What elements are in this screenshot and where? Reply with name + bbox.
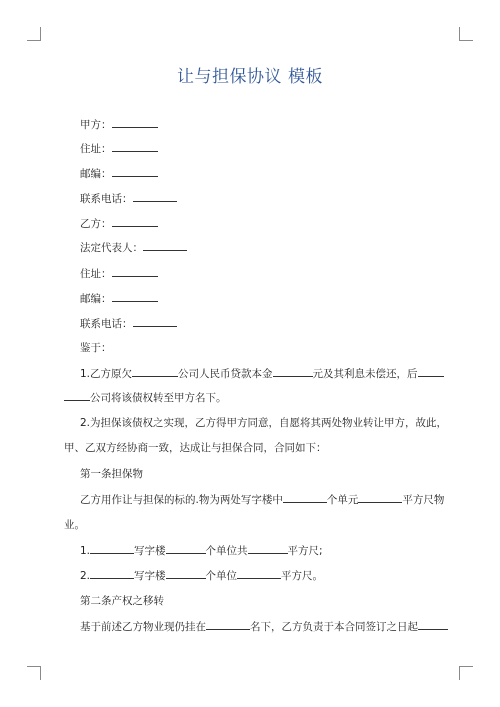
article-1-item-1 [80, 543, 323, 558]
recital-1-blank-4 [64, 390, 90, 401]
article-2-text-b: 名下，乙方负责于本合同签订之日起 [250, 621, 418, 633]
recital-1-blank-2 [273, 366, 313, 377]
article-1-text-c: 平方尺物 [402, 494, 445, 506]
party-a-phone-blank [133, 191, 177, 202]
party-b-phone-label: 联系电话： [80, 318, 133, 330]
party-b-rep-blank [143, 240, 187, 251]
party-a-address-blank [112, 141, 158, 152]
party-a-postcode-blank [112, 166, 158, 177]
article-2-heading: 第二条产权之移转 [80, 595, 164, 607]
party-b-phone-blank [133, 316, 177, 327]
item-2-number: 2. [80, 570, 91, 582]
item-1-blank-3 [248, 543, 288, 554]
party-b-blank [112, 216, 158, 227]
article-1-text-a: 乙方用作让与担保的标的.物为两处写字楼中 [80, 494, 283, 506]
whereas-line: 鉴于： [80, 342, 112, 354]
party-a-blank [112, 117, 158, 128]
article-2-blank-1 [206, 619, 250, 630]
party-a-address-line [80, 141, 158, 156]
item-2-text-c: 平方尺。 [281, 570, 324, 582]
recital-2-line-2: 甲、乙双方经协商一致，达成让与担保合同，合同如下： [64, 442, 327, 454]
article-2-blank-2 [418, 619, 448, 630]
article-1-blank-2 [358, 492, 402, 503]
recital-2-line-1: 2.为担保该债权之实现，乙方得甲方同意，自愿将其两处物业转让甲方，故此， [80, 417, 448, 429]
document-title: 让与担保协议 模板 [177, 67, 323, 87]
recital-1-blank-3 [418, 366, 444, 377]
article-2-text-a: 基于前述乙方物业现仍挂在 [80, 621, 206, 633]
item-1-blank-1 [90, 543, 134, 554]
recital-1-line-2 [64, 390, 227, 405]
party-b-address-label: 住址： [80, 268, 112, 280]
article-1-text-b: 个单元 [326, 494, 359, 506]
party-a-phone-line [80, 191, 177, 206]
item-1-text-b: 个单位共 [205, 545, 248, 557]
item-1-text-a: 写字楼 [134, 545, 166, 557]
item-1-number: 1. [80, 545, 91, 557]
recital-1-text-b: 公司人民币贷款本金 [178, 368, 273, 380]
recital-1-text-c: 元及其利息未偿还，后 [312, 368, 418, 380]
article-2-para-line-1 [80, 619, 448, 634]
article-1-blank-1 [283, 492, 327, 503]
party-b-postcode-label: 邮编： [80, 293, 112, 305]
party-b-postcode-blank [112, 291, 158, 302]
recital-1-text-d: 公司将该债权转至甲方名下。 [90, 392, 227, 404]
recital-1-blank-1 [132, 366, 178, 377]
article-1-heading: 第一条担保物 [80, 468, 143, 480]
item-2-blank-1 [90, 568, 134, 579]
party-b-address-blank [112, 266, 158, 277]
article-1-item-2 [80, 568, 323, 583]
party-a-line [80, 117, 158, 132]
party-b-address-line [80, 266, 158, 281]
article-1-para-line-1 [80, 492, 444, 507]
party-b-rep-line [80, 240, 187, 255]
item-2-blank-2 [166, 568, 206, 579]
party-b-line [80, 216, 158, 231]
party-a-label: 甲方： [80, 119, 112, 131]
item-2-text-b: 个单位 [205, 570, 238, 582]
party-b-phone-line [80, 316, 177, 331]
article-1-para-line-2: 业。 [64, 519, 85, 531]
party-b-label: 乙方： [80, 218, 112, 230]
party-a-address-label: 住址： [80, 143, 112, 155]
item-2-text-a: 写字楼 [134, 570, 166, 582]
party-b-rep-label: 法定代表人： [80, 242, 143, 254]
recital-1-line-1 [80, 366, 444, 381]
recital-1-text-a: 1.乙方原欠 [80, 368, 133, 380]
item-1-text-c: 平方尺; [287, 545, 323, 557]
item-1-blank-2 [166, 543, 206, 554]
party-a-phone-label: 联系电话： [80, 193, 133, 205]
party-a-postcode-label: 邮编： [80, 168, 112, 180]
party-a-postcode-line [80, 166, 158, 181]
party-b-postcode-line [80, 291, 158, 306]
item-2-blank-3 [237, 568, 281, 579]
